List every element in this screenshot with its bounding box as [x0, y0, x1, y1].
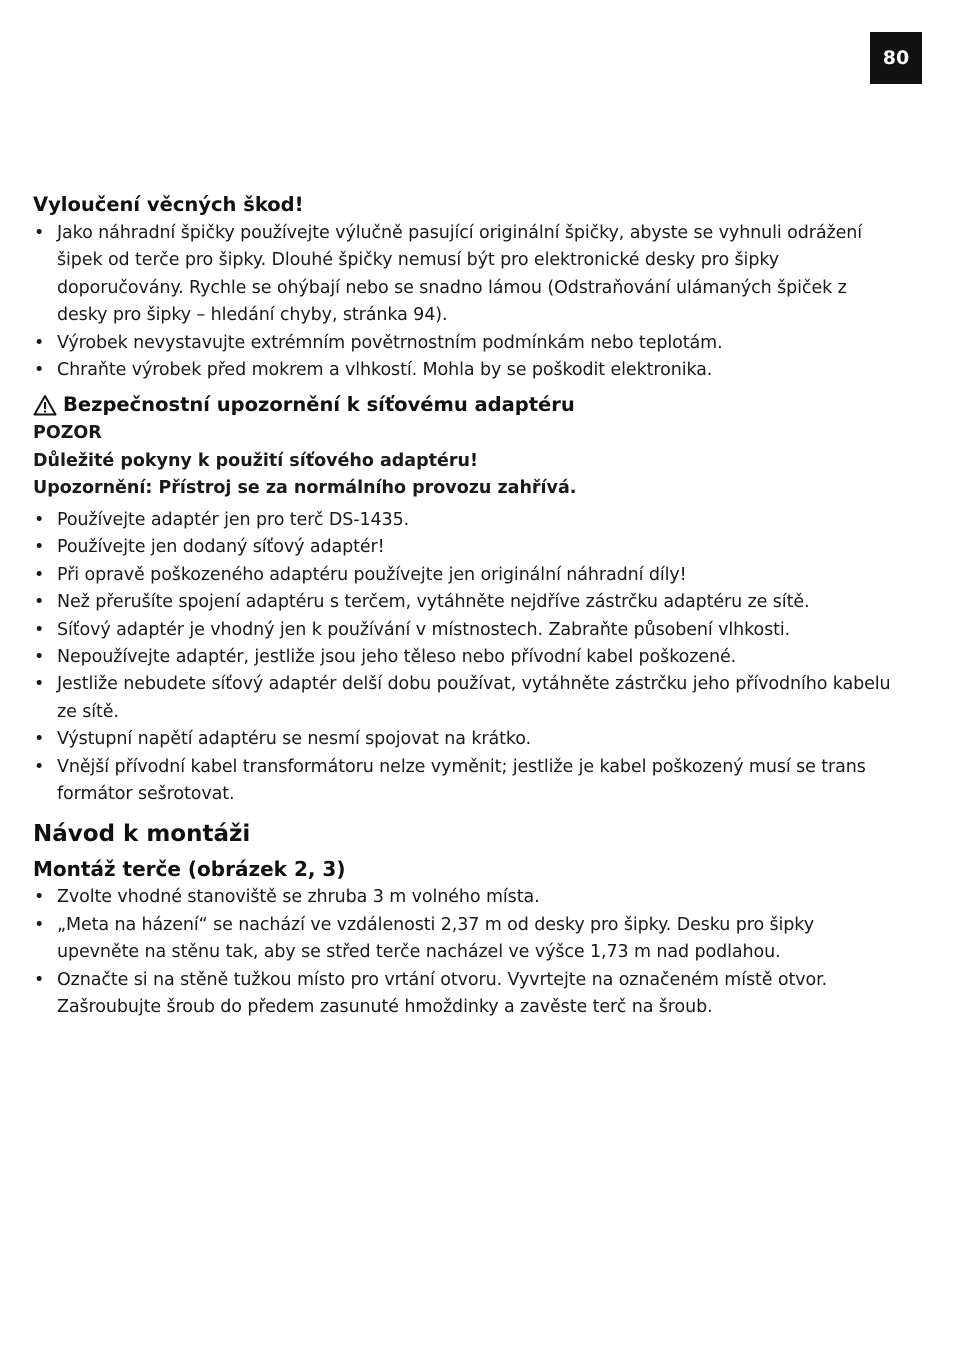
document-body	[33, 190, 893, 1021]
list-item: • Jako náhradní špičky používejte výlučně pasující originální špičky, abyste se vyhnuli odrážení šipek od terče pro šipky. Dlouhé špičky nemusí být pro elektronické desky pro šipky doporučovány. Rychle se ohýbají nebo se snadno lámou (Odstraňování ulámaných špiček z desky pro šipky – hledání chyby, stránka 94).	[33, 220, 893, 330]
list-item: • Vnější přívodní kabel transformátoru nelze vyměnit; jestliže je kabel poškozený musí se trans formátor sešrotovat.	[33, 754, 893, 809]
adapter-heading-row	[33, 390, 893, 420]
list-item: • „Meta na házení“ se nachází ve vzdálenosti 2,37 m od desky pro šipky. Desku pro šipky upevněte na stěnu tak, aby se střed terče nacházel ve výšce 1,73 m nad podlahou.	[33, 912, 893, 967]
list-item: • Výrobek nevystavujte extrémním povětrnostním podmínkám nebo teplotám.	[33, 330, 893, 357]
heat-notice: Upozornění: Přístroj se za normálního provozu zahřívá.	[33, 478, 577, 499]
important-notice: Důležité pokyny k použití síťového adaptéru!	[33, 450, 478, 471]
list-item: • Jestliže nebudete síťový adaptér delší dobu používat, vytáhněte zástrčku jeho přívodního kabelu ze sítě.	[33, 671, 893, 726]
list-item: • Nepoužívejte adaptér, jestliže jsou jeho těleso nebo přívodní kabel poškozené.	[33, 644, 893, 671]
damage-list	[33, 220, 893, 384]
assembly-list	[33, 884, 893, 1021]
adapter-list	[33, 507, 893, 808]
list-item: • Než přerušíte spojení adaptéru s terčem, vytáhněte nejdříve zástrčku adaptéru ze sítě.	[33, 589, 893, 616]
list-item: • Síťový adaptér je vhodný jen k používání v místnostech. Zabraňte působení vlhkosti.	[33, 617, 893, 644]
list-item: • Označte si na stěně tužkou místo pro vrtání otvoru. Vyvrtejte na označeném místě otvor. Zašroubujte šroub do předem zasunuté hmoždinky a zavěste terč na šroub.	[33, 967, 893, 1022]
assembly-heading: Návod k montáži	[33, 821, 251, 848]
list-item: • Při opravě poškozeného adaptéru používejte jen originální náhradní díly!	[33, 562, 893, 589]
adapter-heading: Bezpečnostní upozornění k síťovému adaptéru	[63, 393, 575, 417]
warning-triangle-icon	[33, 394, 57, 416]
assembly-subheading: Montáž terče (obrázek 2, 3)	[33, 857, 346, 882]
caution-label: POZOR	[33, 423, 102, 444]
list-item: • Používejte adaptér jen pro terč DS-1435.	[33, 507, 893, 534]
list-item: • Zvolte vhodné stanoviště se zhruba 3 m volného místa.	[33, 884, 893, 911]
damage-heading: Vyloučení věcných škod!	[33, 193, 304, 216]
list-item: • Výstupní napětí adaptéru se nesmí spojovat na krátko.	[33, 726, 893, 753]
list-item: • Používejte jen dodaný síťový adaptér!	[33, 534, 893, 561]
list-item: • Chraňte výrobek před mokrem a vlhkostí. Mohla by se poškodit elektronika.	[33, 357, 893, 384]
page-number: 80	[870, 32, 922, 84]
